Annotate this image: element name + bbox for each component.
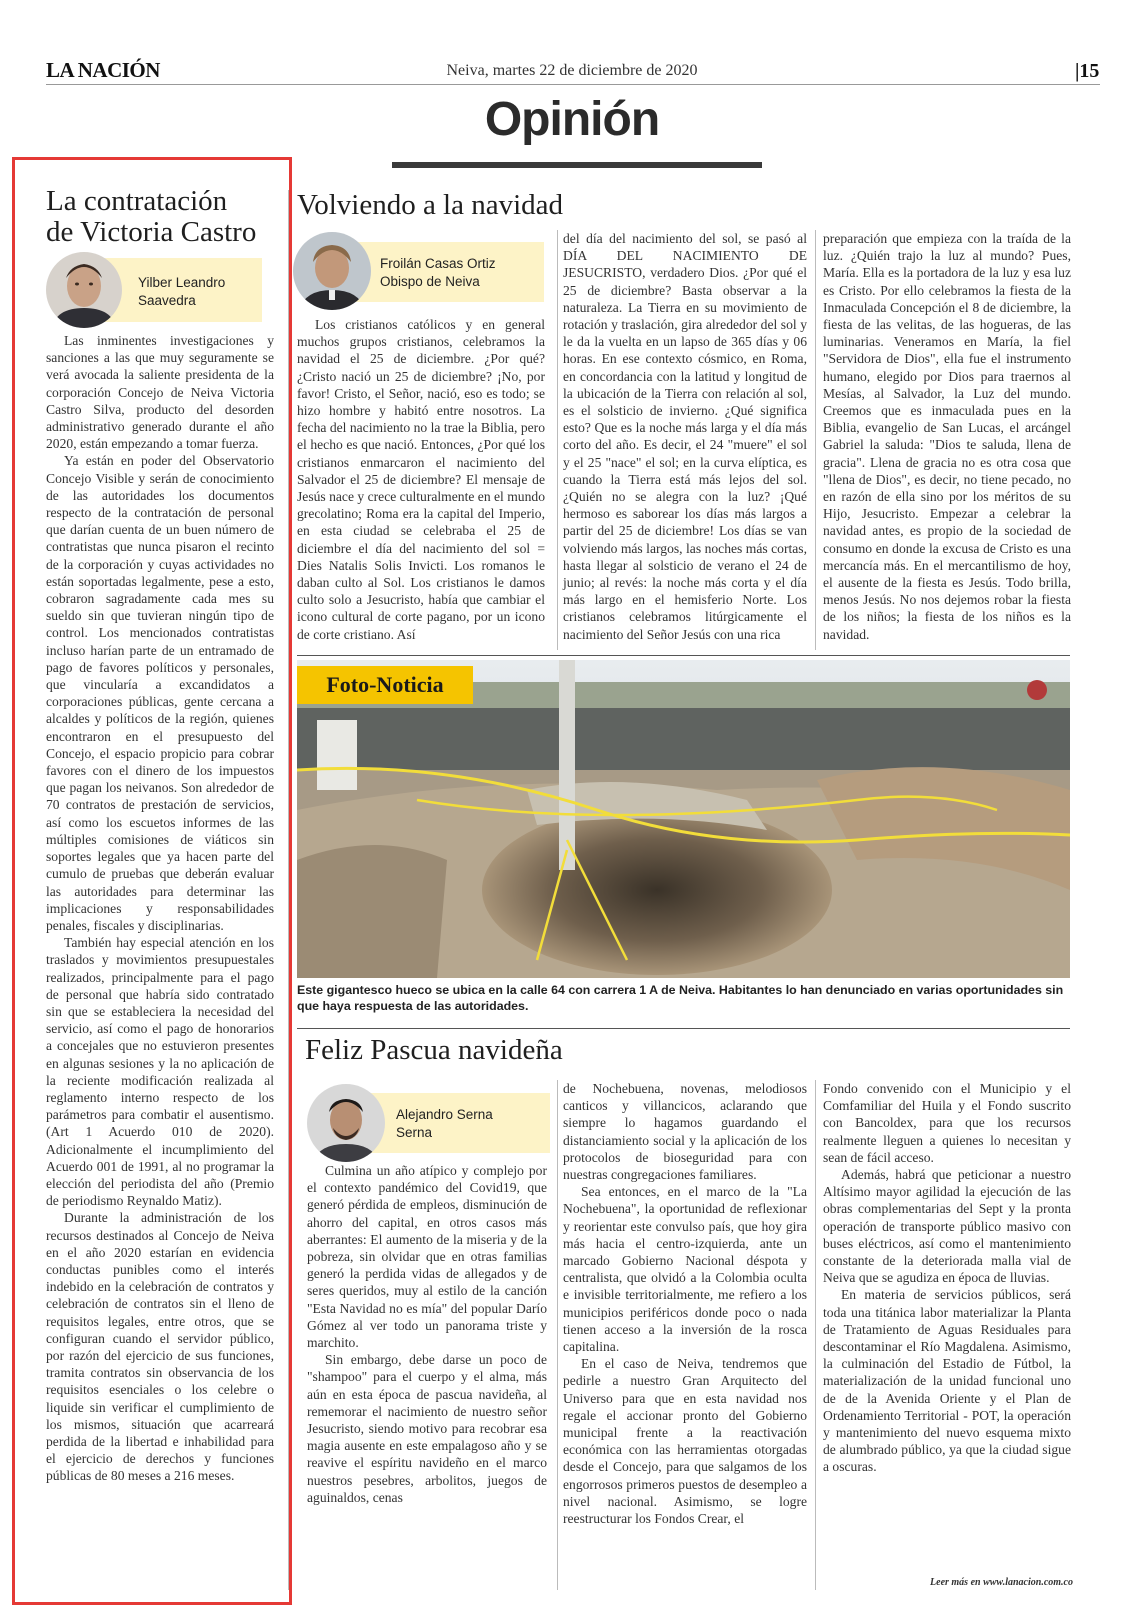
- article3-col3: [823, 1080, 1071, 1476]
- page-number: |15: [1075, 60, 1100, 82]
- article2-headline: Volviendo a la navidad: [297, 189, 564, 221]
- author-name: Alejandro Serna Serna: [396, 1107, 493, 1140]
- article2-col3: preparación que empieza con la traída de la luz. ¿Quién trajo la luz al mundo? Pues, María. Ella es la portadora de la luz y esa luz es Cristo. Por ello celebramos la fiesta de la Inmaculada Concepción el 8 de diciembre, la fiesta de las velitas, de las hogueras, de las luminarias. Veneramos en María, la fiel "Servidora de Dios", ella fue el instrumento humano, elegido por Dios para traernos al Mesías, al Salvador, la Luz del mundo. Creemos que es inmaculada pues en la Biblia, evangelio de San Lucas, el arcángel Gabriel la saluda: "Dios te saluda, llena de gracia". Llena de gracia no es otra cosa que "llena de Dios", es decir, no tiene pecado, no en razón de ella sino por los méritos de su Hijo, Jesucristo. Empezar a celebrar la navidad antes, es propio de la sociedad de consumo en donde la excusa de Cristo es una mercancía más. En el mercantilismo de hoy, el ausente de la fiesta es Jesús. Todo brilla, menos Jesús. No nos dejemos robar la fiesta de los niños; la fiesta de los niños es la navidad.: [823, 231, 1071, 642]
- article3-byline: [356, 1093, 550, 1153]
- paragraph: Durante la administración de los recursos destinados al Concejo de Neiva en el año 2020 estarían en evidencia conductas punibles como el interés indebido en la celebración de contratos y celebración de contratos sin el lleno de requisitos legales, entre otros, que se configuran cuando el servidor público, por razón del ejercicio de sus funciones, tramita contratos sin observancia de los requisitos esenciales o los celebre o liquide sin verificar el cumplimiento de los mismos, situación que acarreará perdida de la libertad e inhabilidad para el ejercicio de derechos y funciones públicas de 80 meses a 216 meses.: [46, 1210, 274, 1484]
- article3-col2: [563, 1080, 807, 1527]
- article2-col2: del día del nacimiento del sol, se pasó al DÍA DEL NACIMIENTO DE JESUCRISTO, verdadero Dios. ¿Por qué el 25 de diciembre? Basta observar a la naturaleza. La Tierra en su movimiento de rotación y traslación, gira alrededor del sol y le da la vuelta en un lapso de 365 días y 06 horas. En ese contexto cósmico, en Roma, en concordancia con la latitud y longitud de la ubicación de la Tierra con relación al sol, es el solsticio de invierno. ¿Qué significa esto? Que es la noche más larga y el día más corto del año. Es decir, el 24 "muere" el sol y el 25 "nace" el sol; en la curva elíptica, es cuando la Tierra está más lejos del sol. ¿Quién no se alegra con la luz? ¡Qué hermoso es saborear los días más largos a partir del 25 de diciembre! Los días se van volviendo más largos, las noches más cortas, hasta llegar al solsticio de verano el 24 de junio; al revés: la noche más corta y el día más largo en el hemisferio Norte. Los cristianos celebramos litúrgicamente el nacimiento del Señor Jesús con una rica: [563, 231, 807, 642]
- paragraph: En el caso de Neiva, tendremos que pedirle a nuestro Gran Arquitecto del Universo para que en esta navidad nos regale el accionar pronto del Gobierno municipal frente a la reactivación económica con las herramientas otorgadas desde el Concejo, para que salgamos de los engorrosos primeros puestos de desempleo a nivel nacional. Asimismo, se logre reestructurar los Fondos Crear, el: [563, 1356, 807, 1527]
- paragraph: También hay especial atención en los traslados y movimientos presupuestales realizados, principalmente para el pago de personal que habría sido contratado sin que se estableciera la necesidad del servicio, así como el pago de honorarios a concejales que no estuvieron presentes en algunas sesiones y la no aplicación de la reciente modificación realizada al reglamento interno respecto de los parámetros para combatir el ausentismo. (Art 1 Acuerdo 010 de 2020). Adicionalmente el incumplimiento del Acuerdo 001 de 1991, al no programar la elección del periodista del año (Premio de periodismo Reynaldo Matiz).: [46, 935, 274, 1209]
- newspaper-logo: LA NACIÓN: [46, 58, 160, 82]
- issue-date: Neiva, martes 22 de diciembre de 2020: [446, 62, 698, 79]
- column-divider: [288, 190, 289, 1590]
- paragraph: Fondo convenido con el Municipio y el Comfamiliar del Huila y el Fondo suscrito con Bancoldex, para que los recursos realmente lleguen a quienes lo necesitan y sean de fácil acceso.: [823, 1081, 1071, 1165]
- author-avatar: [293, 232, 371, 310]
- article3-col1: [307, 1162, 547, 1506]
- article1-body: [46, 332, 274, 1485]
- article2-col1: Los cristianos católicos y en general muchos grupos cristianos, celebramos la navidad el 25 de diciembre. ¿Por qué? ¿Cristo nació un 25 de diciembre? ¡No, por favor! Cristo, el Señor, nació, eso es todo; se hizo hombre y habitó entre nosotros. La fecha del nacimiento no la trae la Biblia, pero el hecho es que nació. Entonces, ¿Por qué los cristianos enmarcaron el nacimiento del Salvador el 25 de diciembre? El mensaje de Jesús nace y crece culturalmente en el mundo grecolatino; Roma era la capital del Imperio, en esta ciudad se celebraba el 25 de diciembre el día del nacimiento del sol = Dies Natalis Solis Invicti. Los romanos le daban culto al Sol. Los cristianos le damos culto solo a Jesucristo, había que cambiar el icono cultural de corte pagano, por un icono de corte cristiano. Así: [297, 317, 545, 642]
- section-divider: [297, 1028, 1070, 1029]
- article3-headline: Feliz Pascua navideña: [305, 1034, 563, 1066]
- article1-byline: [98, 258, 262, 322]
- paragraph: Ya están en poder del Observatorio Concejo Visible y serán de conocimiento de las autoridades los documentos respecto de la contratación de personal que darían cuenta de un buen número de contratistas que nunca pisaron el recinto de la corporación y cuyas actividades no están soportadas legalmente, pese a esto, cobraron sagradamente cada mes su sueldo sin que tuvieran ningún tipo de control. Los mencionados contratistas incluso harían parte de un entramado de pago de favores políticos y personales, que vincularía a excandidatos a corporaciones públicas, gente cercana a alcaldes y políticos de la región, quienes encontraron en el presupuesto del Concejo, el espacio propicio para cobrar favores con el dinero de los impuestos que pagan los neivanos. Son alrededor de 70 contratos de prestación de servicios, así como los escuetos informes de las múltiples comisiones de viáticos sin soportes legales que ya hacen parte del cumulo de pruebas que deberán evaluar las autoridades para determinar las implicaciones y responsabilidades penales, fiscales y disciplinarias.: [46, 453, 274, 933]
- section-divider: [297, 655, 1070, 656]
- paragraph: Sea entonces, en el marco de la "La Nochebuena", la oportunidad de reflexionar y reorientar este convulso país, que hoy gira más hacia el centro-izquierda, ante un marcado Gobierno Nacional déspota y centralista, que olvidó a la Colombia oculta e invisible territorialmente, me refiero a los municipios periféricos donde poco o nada tienen acceso a la inversión de la rosca capitalina.: [563, 1184, 807, 1355]
- column-divider: [815, 230, 816, 650]
- paragraph: Culmina un año atípico y complejo por el contexto pandémico del Covid19, que generó pérdida de empleos, disminución de ahorro del capital, en otros casos más aberrantes: El aumento de la miseria y de la pobreza, sin olvidar que en otras familias generó la perdida vidas de allegados y de seres queridos, muy al estilo de la canción "Esta Navidad no es mía" del popular Darío Gómez al ver todo un panorama triste y marchito.: [307, 1163, 547, 1351]
- news-photo: [297, 660, 1070, 978]
- photo-caption: Este gigantesco hueco se ubica en la calle 64 con carrera 1 A de Neiva. Habitantes lo han denunciado en varias oportunidades sin que haya respuesta de las autoridades.: [297, 983, 1064, 1013]
- masthead-divider: [46, 84, 1100, 85]
- paragraph: Las inminentes investigaciones y sanciones a las que muy seguramente se verá avocada la saliente presidenta de la corporación Concejo de Neiva Victoria Castro Silva, producto del desorden administrativo generado durante el año 2020, están empezando a tomar fuerza.: [46, 333, 274, 452]
- paragraph: En materia de servicios públicos, será toda una titánica labor materializar la Planta de Tratamiento de Aguas Residuales para descontaminar el Río Magdalena. Asimismo, la culminación del Estadio de Fútbol, la materialización de la unidad funcional uno de de la Avenida Oriente y el Plan de Ordenamiento Territorial - POT, la operación y mantenimiento del nuevo esquema mixto de alumbrado público, ya que la ciudad sigue a oscuras.: [823, 1287, 1071, 1475]
- section-rule: [392, 162, 762, 168]
- paragraph: Además, habrá que peticionar a nuestro Altísimo mayor agilidad la ejecución de las obras complementarias del Sept y la pronta operación de transporte público masivo con buses eléctricos, así como el mantenimiento constante de la deteriorada malla vial de Neiva que se agudiza en época de lluvias.: [823, 1167, 1071, 1286]
- paragraph: Sin embargo, debe darse un poco de "shampoo" para el cuerpo y el alma, más aún en esta época de pascua navideña, al rememorar el nacimiento de nuestro señor Jesucristo, siendo motivo para recobrar esa magia ausente en este empalagoso año y se reavive el espíritu navideño en el marco nuestros pesebres, arbolitos, juegos de aguinaldos, cenas: [307, 1352, 547, 1505]
- author-name: Froilán Casas Ortiz Obispo de Neiva: [380, 256, 496, 289]
- footer-link[interactable]: Leer más en www.lanacion.com.co: [930, 1577, 1073, 1588]
- foto-noticia-label: Foto-Noticia: [297, 666, 473, 704]
- article1-headline: La contratación de Victoria Castro: [46, 185, 257, 249]
- author-name: Yilber Leandro Saavedra: [138, 275, 226, 308]
- section-title: Opinión: [484, 93, 660, 146]
- paragraph: de Nochebuena, novenas, melodiosos canticos y villancicos, aclarando que siempre lo hagamos guardando el distanciamiento social y la aplicación de los protocolos de bioseguridad para con nuestras congregaciones familiares.: [563, 1081, 807, 1183]
- column-divider: [557, 230, 558, 650]
- column-divider: [815, 1080, 816, 1590]
- author-avatar: [46, 252, 122, 328]
- author-avatar: [307, 1084, 385, 1162]
- column-divider: [557, 1080, 558, 1590]
